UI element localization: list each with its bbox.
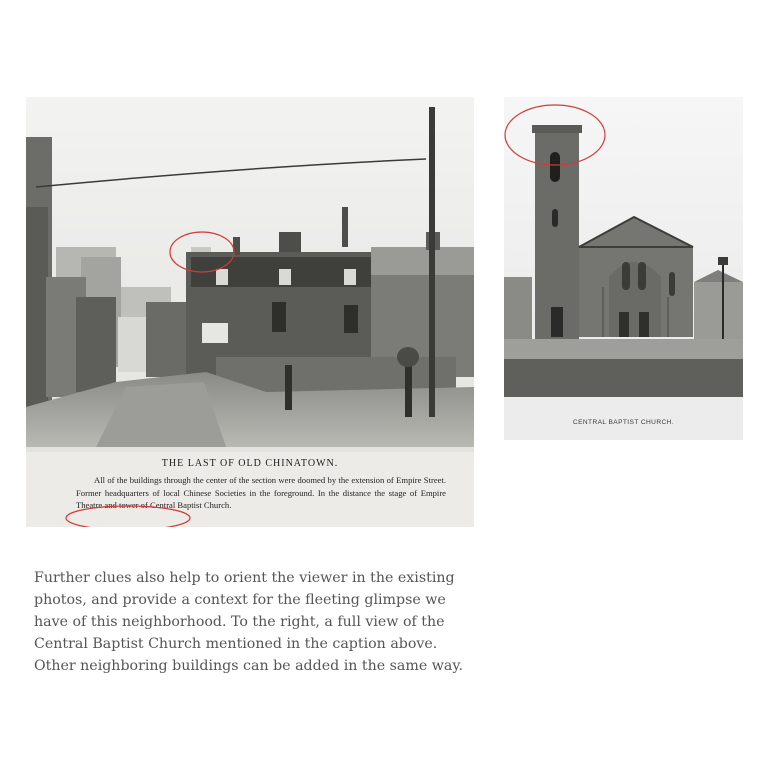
caption-annotation-layer bbox=[26, 452, 474, 527]
annotation-circle-church-name bbox=[66, 506, 190, 527]
church-photo-caption: CENTRAL BAPTIST CHURCH. bbox=[572, 419, 675, 426]
church-image bbox=[504, 97, 743, 397]
caption-body: All of the buildings through the center of the section were doomed by the extension of Empire Street. Former headquarters of local Chinese Societies in the foreground. In the distance the stage of Empire Theatre and tower of Central Baptist Church. bbox=[76, 475, 446, 510]
caption-title: THE LAST OF OLD CHINATOWN. bbox=[161, 458, 339, 469]
street-scene-image bbox=[26, 97, 474, 452]
old-chinatown-photo bbox=[26, 97, 474, 527]
photo-caption bbox=[26, 452, 474, 527]
body-paragraph: Further clues also help to orient the viewer in the existing photos, and provide a context for the fleeting glimpse we have of this neighborhood. To the right, a full view of the Central Baptist Church mentioned in the caption above. Other neighboring buildings can be added in the same way. bbox=[34, 570, 463, 675]
central-baptist-church-photo bbox=[504, 97, 743, 440]
